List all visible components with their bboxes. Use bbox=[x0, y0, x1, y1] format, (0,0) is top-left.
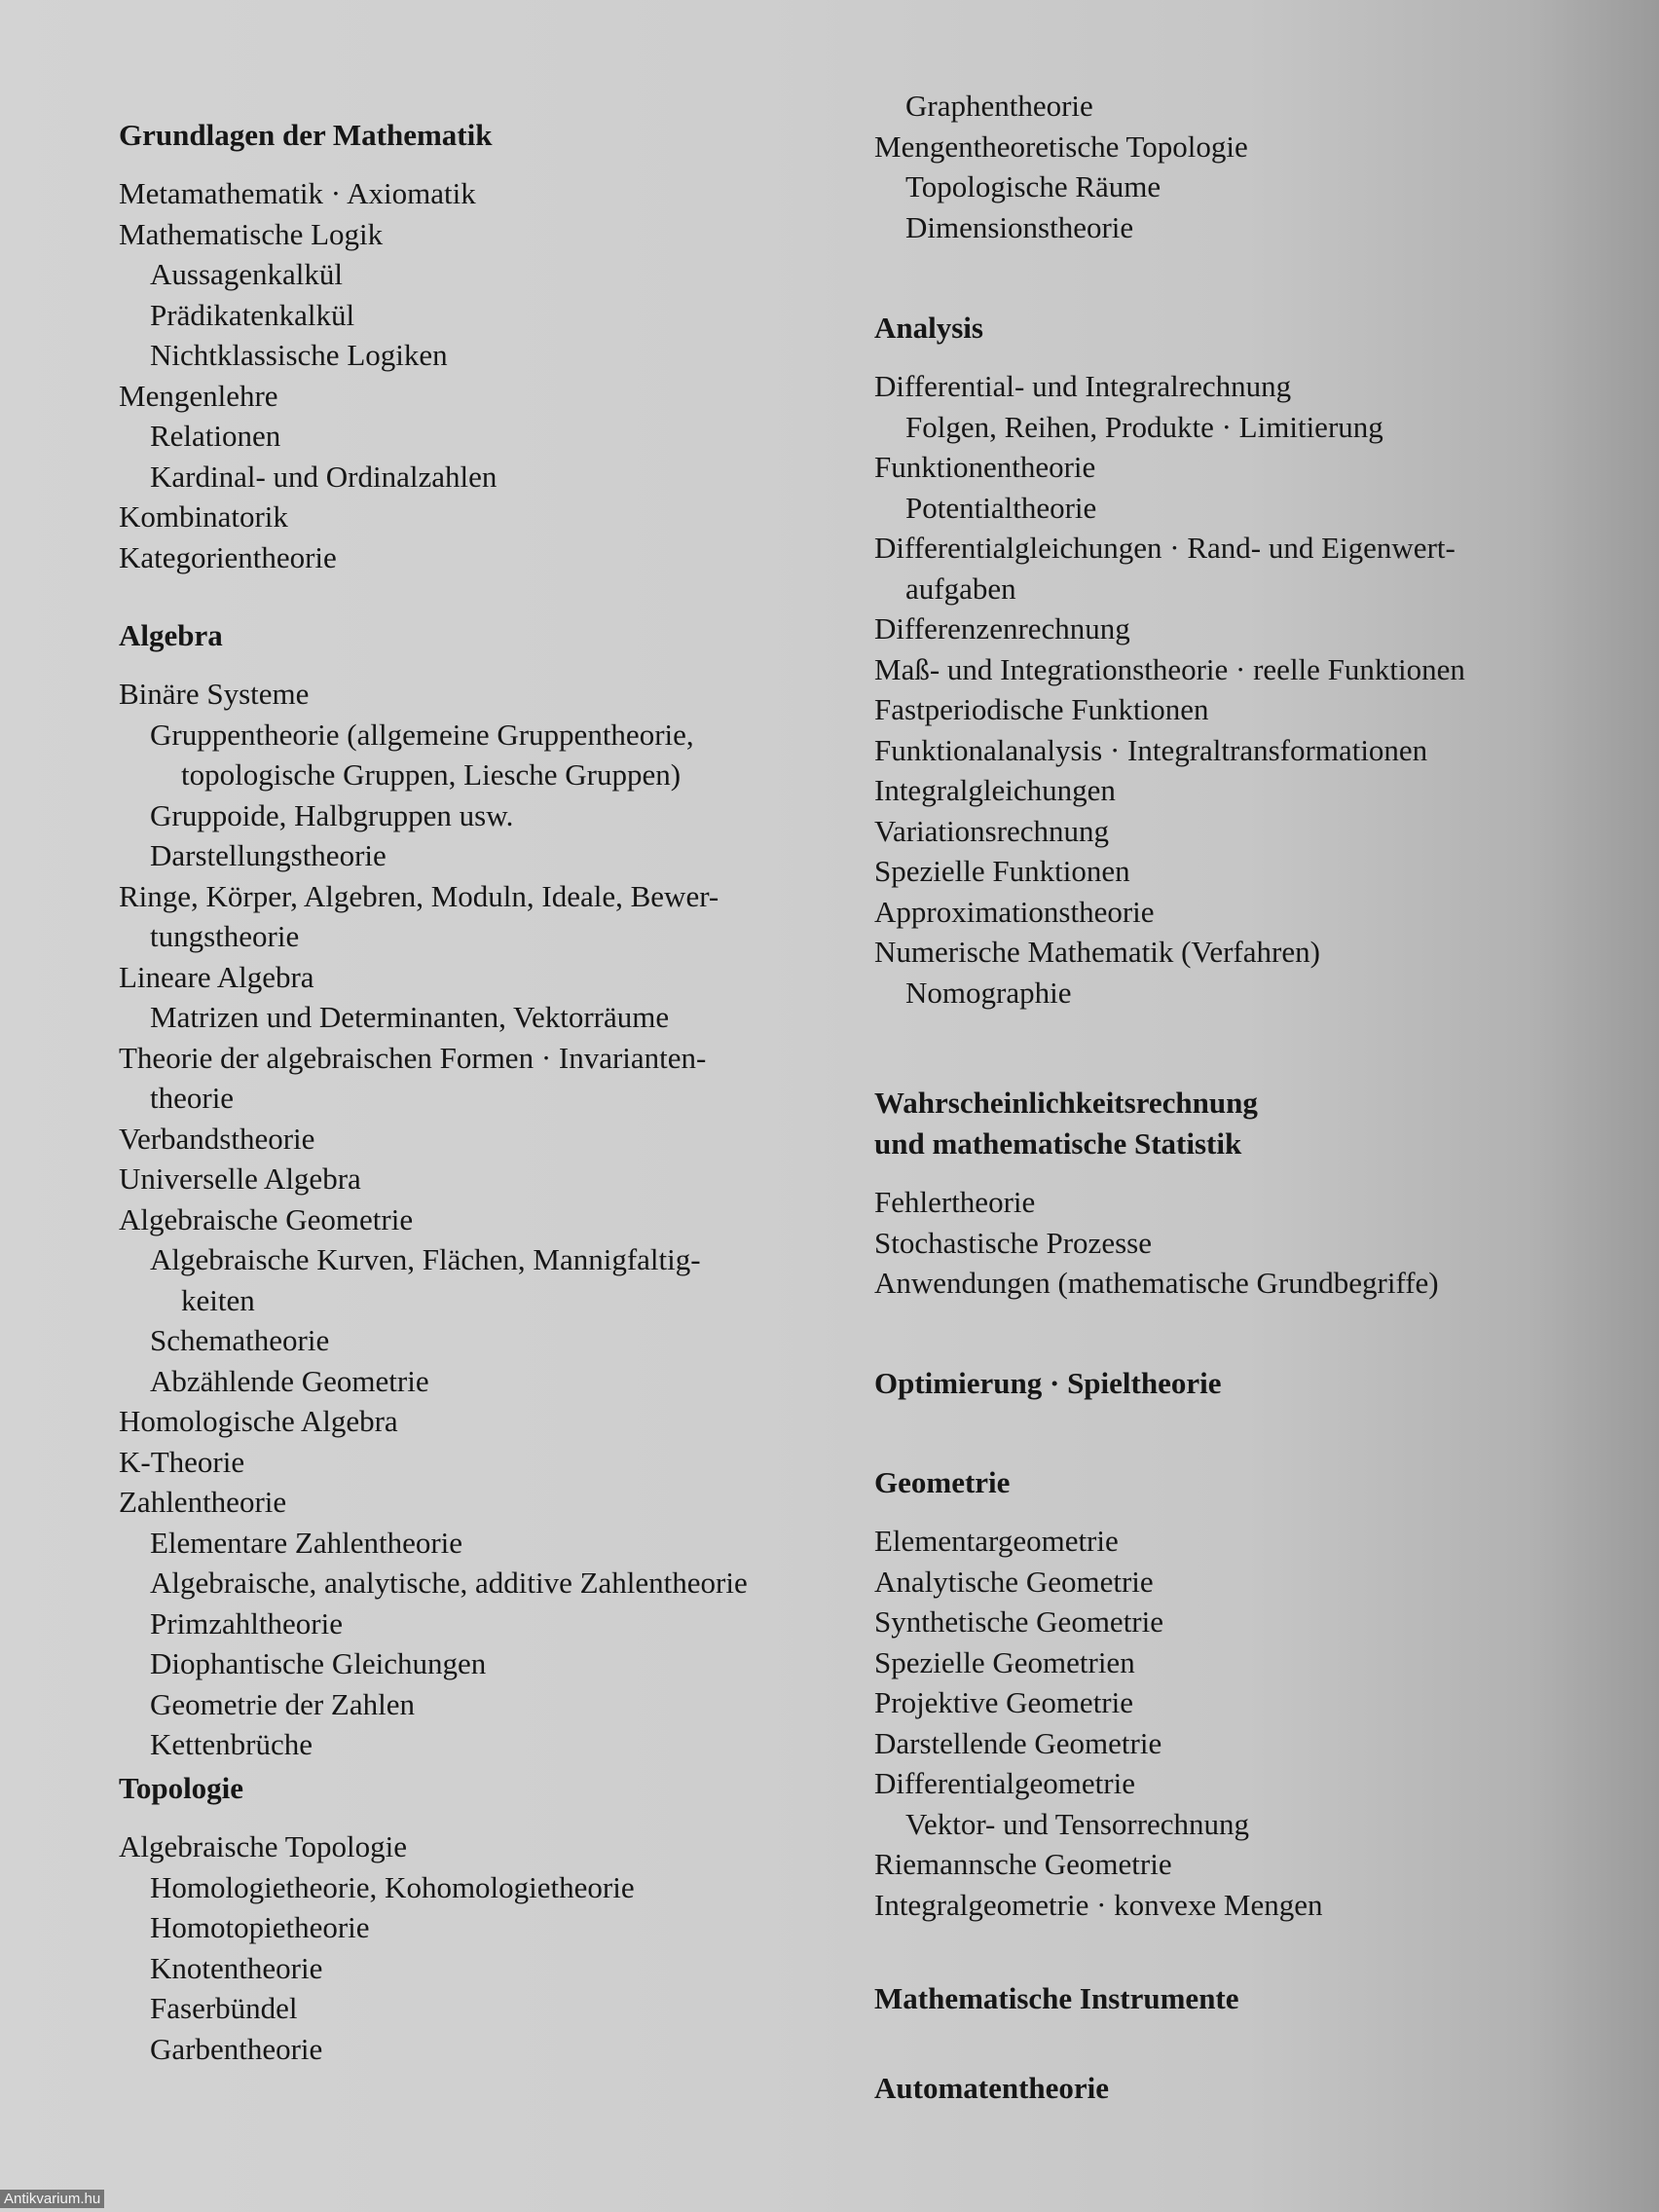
section-mathematische-instrumente bbox=[874, 1978, 1614, 2019]
topic-item bbox=[874, 1642, 1614, 1683]
topic-text: Riemannsche Geometrie bbox=[874, 1847, 1172, 1881]
topic-text: Darstellende Geometrie bbox=[874, 1725, 1162, 1760]
topic-item bbox=[874, 528, 1614, 608]
topic-list bbox=[874, 366, 1614, 1013]
topic-text: Elementare Zahlentheorie bbox=[150, 1525, 463, 1560]
topic-text: Homologische Algebra bbox=[119, 1404, 398, 1438]
topic-text: Geometrie der Zahlen bbox=[150, 1686, 415, 1721]
topic-text: Vektor- und Tensorrechnung bbox=[905, 1806, 1250, 1841]
topic-text: Integralgleichungen bbox=[874, 773, 1116, 807]
subtopic-item bbox=[874, 488, 1614, 529]
topic-text: Graphentheorie bbox=[905, 89, 1093, 123]
topic-list bbox=[119, 1826, 859, 2069]
subtopic-item bbox=[874, 166, 1614, 207]
subtopic-item bbox=[874, 973, 1614, 1014]
topic-text: Folgen, Reihen, Produkte · Limitierung bbox=[905, 409, 1383, 444]
topic-item bbox=[874, 892, 1614, 933]
topic-text: Potentialtheorie bbox=[905, 490, 1097, 525]
subtopic-item bbox=[119, 1604, 859, 1644]
topic-text: Fastperiodische Funktionen bbox=[874, 692, 1209, 726]
topic-text: Verbandstheorie bbox=[119, 1121, 315, 1156]
subtopic-item bbox=[119, 1684, 859, 1725]
subtopic-item bbox=[119, 715, 859, 795]
subtopic-item bbox=[119, 1361, 859, 1402]
subtopic-item bbox=[874, 207, 1614, 248]
subtopic-item bbox=[119, 795, 859, 836]
topic-text: Gruppoide, Halbgruppen usw. bbox=[150, 797, 514, 832]
subtopic-item bbox=[874, 407, 1614, 448]
section-continuation bbox=[874, 86, 1614, 247]
topic-item bbox=[119, 1119, 859, 1160]
topic-text: Kombinatorik bbox=[119, 499, 288, 534]
topic-text: Garbentheorie bbox=[150, 2031, 323, 2066]
topic-text: Anwendungen (mathematische Grundbegriffe) bbox=[874, 1266, 1439, 1300]
subtopic-item bbox=[119, 1320, 859, 1361]
topic-item bbox=[119, 957, 859, 998]
topic-text: Algebraische, analytische, additive Zahlentheorie bbox=[150, 1566, 748, 1600]
topic-text: Analytische Geometrie bbox=[874, 1564, 1154, 1599]
topic-text: Metamathematik · Axiomatik bbox=[119, 176, 476, 210]
topic-item bbox=[119, 1159, 859, 1199]
section-heading: Analysis bbox=[874, 311, 983, 345]
topic-item bbox=[874, 1844, 1614, 1885]
topic-text: Darstellungstheorie bbox=[150, 838, 387, 872]
topic-text: Homotopietheorie bbox=[150, 1910, 370, 1944]
topic-text: Lineare Algebra bbox=[119, 959, 314, 994]
topic-item bbox=[874, 1223, 1614, 1264]
topic-text: Matrizen und Determinanten, Vektorräume bbox=[150, 1000, 670, 1034]
topic-text: Maß- und Integrationstheorie · reelle Funktionen bbox=[874, 651, 1465, 686]
topic-list bbox=[119, 173, 859, 577]
subtopic-item bbox=[119, 997, 859, 1038]
topic-item bbox=[119, 674, 859, 715]
topic-item bbox=[874, 730, 1614, 771]
topic-text: Kardinal- und Ordinalzahlen bbox=[150, 459, 498, 494]
topic-text: Funktionalanalysis · Integraltransformationen bbox=[874, 732, 1428, 767]
topic-text: Differenzenrechnung bbox=[874, 611, 1130, 645]
subtopic-item bbox=[119, 2029, 859, 2070]
section-heading: Topologie bbox=[119, 1771, 244, 1805]
topic-text: Fehlertheorie bbox=[874, 1185, 1036, 1219]
topic-item bbox=[119, 1482, 859, 1523]
topic-item bbox=[119, 1442, 859, 1483]
subtopic-item bbox=[119, 335, 859, 376]
topic-item bbox=[874, 770, 1614, 811]
topic-text: Dimensionstheorie bbox=[905, 209, 1134, 244]
topic-item bbox=[119, 1826, 859, 1867]
topic-text: Mengenlehre bbox=[119, 378, 278, 413]
topic-item bbox=[874, 932, 1614, 973]
subtopic-item bbox=[119, 1988, 859, 2029]
section-heading bbox=[874, 1083, 1614, 1164]
topic-text: Diophantische Gleichungen bbox=[150, 1646, 487, 1680]
subtopic-item bbox=[119, 1523, 859, 1564]
subtopic-item bbox=[119, 835, 859, 876]
topic-list bbox=[874, 1182, 1614, 1304]
subtopic-item bbox=[119, 254, 859, 295]
topic-text: Stochastische Prozesse bbox=[874, 1225, 1152, 1260]
topic-text-continuation: topologische Gruppen, Liesche Gruppen) bbox=[181, 757, 682, 792]
topic-text: Zahlentheorie bbox=[119, 1485, 287, 1519]
topic-item bbox=[119, 1199, 859, 1240]
watermark: Antikvarium.hu bbox=[0, 2190, 104, 2208]
subtopic-item bbox=[119, 1239, 859, 1320]
section-heading-line: und mathematische Statistik bbox=[874, 1126, 1242, 1161]
topic-item bbox=[874, 1562, 1614, 1603]
section-heading: Geometrie bbox=[874, 1465, 1011, 1499]
topic-text-continuation: keiten bbox=[181, 1282, 255, 1317]
topic-text-continuation: aufgaben bbox=[905, 571, 1016, 606]
topic-text: Algebraische Geometrie bbox=[119, 1201, 414, 1236]
topic-item bbox=[874, 1723, 1614, 1764]
subtopic-item bbox=[119, 416, 859, 457]
topic-item bbox=[874, 811, 1614, 852]
topic-item bbox=[874, 447, 1614, 488]
topic-text: Homologietheorie, Kohomologietheorie bbox=[150, 1869, 635, 1904]
topic-text: Mengentheoretische Topologie bbox=[874, 129, 1248, 164]
subtopic-item bbox=[119, 1643, 859, 1684]
subtopic-item bbox=[874, 86, 1614, 127]
topic-text: Differentialgleichungen · Rand- und Eigenwert- bbox=[874, 531, 1456, 565]
topic-text: Universelle Algebra bbox=[119, 1161, 361, 1196]
subtopic-item bbox=[119, 1724, 859, 1765]
topic-text: Spezielle Geometrien bbox=[874, 1644, 1135, 1679]
topic-text-continuation: theorie bbox=[150, 1081, 235, 1115]
subtopic-item bbox=[119, 1867, 859, 1908]
section-heading: Mathematische Instrumente bbox=[874, 1981, 1239, 2015]
topic-text: Funktionentheorie bbox=[874, 450, 1096, 484]
subtopic-item bbox=[119, 457, 859, 498]
topic-list bbox=[874, 1521, 1614, 1925]
subtopic-item bbox=[119, 1907, 859, 1948]
topic-item bbox=[874, 1763, 1614, 1804]
topic-item bbox=[119, 173, 859, 214]
topic-text: Differentialgeometrie bbox=[874, 1766, 1135, 1800]
topic-text: Binäre Systeme bbox=[119, 677, 310, 711]
topic-text: Schematheorie bbox=[150, 1323, 330, 1357]
topic-item bbox=[119, 214, 859, 255]
topic-item bbox=[874, 127, 1614, 167]
section-analysis bbox=[874, 308, 1614, 1013]
topic-text: Synthetische Geometrie bbox=[874, 1604, 1163, 1639]
subtopic-item bbox=[119, 1563, 859, 1604]
topic-text: Kettenbrüche bbox=[150, 1727, 313, 1761]
topic-text: Variationsrechnung bbox=[874, 813, 1110, 848]
topic-text: Theorie der algebraischen Formen · Invarianten- bbox=[119, 1040, 707, 1075]
topic-text: Projektive Geometrie bbox=[874, 1685, 1133, 1719]
topic-text: Relationen bbox=[150, 419, 281, 453]
topic-item bbox=[874, 689, 1614, 730]
topic-item bbox=[874, 1602, 1614, 1642]
topic-list bbox=[874, 86, 1614, 247]
topic-text: Mathematische Logik bbox=[119, 216, 384, 251]
topic-text: Abzählende Geometrie bbox=[150, 1363, 429, 1398]
topic-text: Nomographie bbox=[905, 975, 1072, 1010]
topic-text: Aussagenkalkül bbox=[150, 257, 344, 291]
topic-text: Elementargeometrie bbox=[874, 1524, 1119, 1558]
topic-item bbox=[874, 649, 1614, 690]
section-algebra bbox=[119, 615, 859, 1765]
topic-text: Integralgeometrie · konvexe Mengen bbox=[874, 1887, 1323, 1922]
section-heading: Algebra bbox=[119, 618, 223, 652]
topic-text: Gruppentheorie (allgemeine Gruppentheorie, bbox=[150, 717, 694, 752]
topic-text: Numerische Mathematik (Verfahren) bbox=[874, 935, 1320, 969]
section-heading-line: Wahrscheinlichkeitsrechnung bbox=[874, 1086, 1258, 1120]
topic-text: Spezielle Funktionen bbox=[874, 854, 1130, 888]
topic-text: Faserbündel bbox=[150, 1991, 298, 2025]
topic-text-continuation: tungstheorie bbox=[150, 919, 300, 953]
topic-item bbox=[119, 1401, 859, 1442]
topic-list bbox=[119, 674, 859, 1765]
topic-item bbox=[874, 608, 1614, 649]
section-heading: Grundlagen der Mathematik bbox=[119, 118, 493, 152]
topic-text: Kategorientheorie bbox=[119, 539, 337, 574]
section-optimierung-spieltheorie bbox=[874, 1363, 1614, 1404]
topic-item bbox=[119, 876, 859, 957]
topic-item bbox=[874, 851, 1614, 892]
topic-text: Algebraische Kurven, Flächen, Mannigfaltig- bbox=[150, 1242, 701, 1276]
topic-text: Approximationstheorie bbox=[874, 894, 1155, 929]
topic-item bbox=[119, 1038, 859, 1119]
topic-text: Nichtklassische Logiken bbox=[150, 338, 448, 372]
section-grundlagen-der-mathematik bbox=[119, 115, 859, 577]
topic-text: Topologische Räume bbox=[905, 169, 1161, 203]
topic-text: K-Theorie bbox=[119, 1444, 245, 1479]
topic-text: Ringe, Körper, Algebren, Moduln, Ideale, Bewer- bbox=[119, 878, 719, 913]
section-heading: Automatentheorie bbox=[874, 2071, 1110, 2105]
subtopic-item bbox=[874, 1804, 1614, 1845]
section-heading: Optimierung · Spieltheorie bbox=[874, 1366, 1222, 1400]
topic-text: Prädikatenkalkül bbox=[150, 297, 355, 332]
subtopic-item bbox=[119, 1948, 859, 1989]
section-geometrie bbox=[874, 1462, 1614, 1925]
topic-text: Algebraische Topologie bbox=[119, 1829, 407, 1863]
section-wahrscheinlichkeitsrechnung-und-mathematische-statistik bbox=[874, 1083, 1614, 1304]
topic-text: Differential- und Integralrechnung bbox=[874, 369, 1292, 403]
topic-item bbox=[874, 1885, 1614, 1926]
topic-item bbox=[874, 1182, 1614, 1223]
subtopic-item bbox=[119, 295, 859, 336]
topic-item bbox=[119, 376, 859, 417]
topic-item bbox=[874, 1521, 1614, 1562]
section-topologie bbox=[119, 1768, 859, 2069]
topic-item bbox=[874, 1263, 1614, 1304]
topic-item bbox=[874, 366, 1614, 407]
topic-text: Knotentheorie bbox=[150, 1950, 323, 1985]
topic-item bbox=[119, 537, 859, 578]
topic-item bbox=[119, 497, 859, 537]
section-automatentheorie bbox=[874, 2068, 1614, 2109]
topic-item bbox=[874, 1682, 1614, 1723]
topic-text: Primzahltheorie bbox=[150, 1605, 343, 1641]
